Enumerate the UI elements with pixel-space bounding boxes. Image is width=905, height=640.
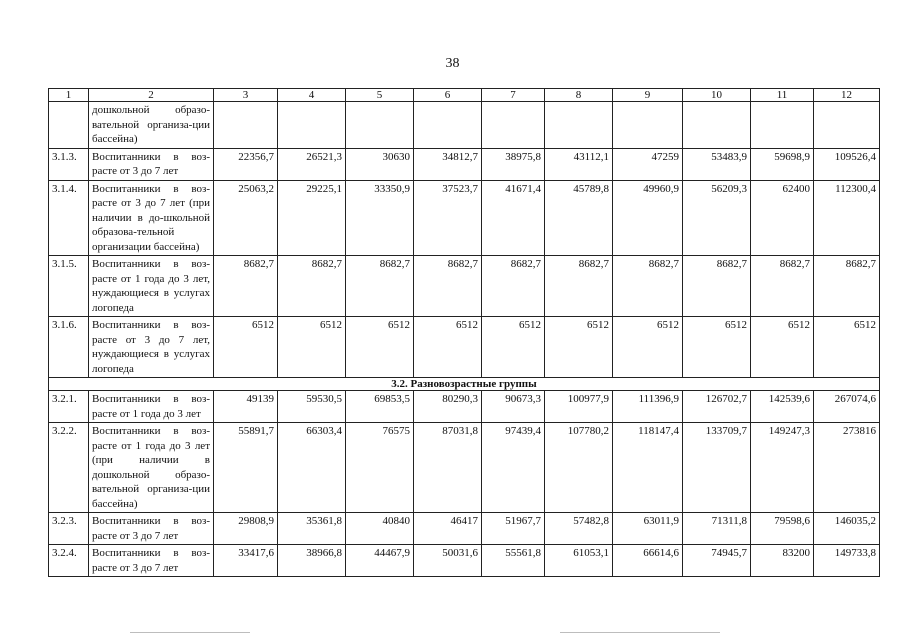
value-cell: 79598,6 [751,513,814,545]
row-code [49,102,89,149]
row-code: 3.1.6. [49,317,89,378]
row-description: Воспитанники в воз-расте от 1 года до 3 лет, нуждающиеся в услугах логопеда [89,256,214,317]
table-row [49,256,880,317]
value-cell: 47259 [613,148,683,180]
value-cell: 59698,9 [751,148,814,180]
value-cell: 6512 [814,317,880,378]
column-header: 3 [214,89,278,102]
value-cell: 53483,9 [683,148,751,180]
value-cell [414,102,482,149]
value-cell: 55891,7 [214,423,278,513]
column-header: 9 [613,89,683,102]
value-cell: 49139 [214,391,278,423]
row-code: 3.2.3. [49,513,89,545]
table-row-continued [49,102,880,149]
row-code: 3.2.1. [49,391,89,423]
value-cell [346,102,414,149]
table-row [49,317,880,378]
value-cell: 8682,7 [414,256,482,317]
value-cell: 6512 [613,317,683,378]
table-body [49,102,880,577]
value-cell [278,102,346,149]
value-cell: 29808,9 [214,513,278,545]
value-cell: 6512 [214,317,278,378]
value-cell: 50031,6 [414,545,482,577]
value-cell: 112300,4 [814,180,880,256]
value-cell: 33350,9 [346,180,414,256]
value-cell: 97439,4 [482,423,545,513]
value-cell: 35361,8 [278,513,346,545]
value-cell [814,102,880,149]
value-cell: 273816 [814,423,880,513]
value-cell: 38975,8 [482,148,545,180]
value-cell [683,102,751,149]
tariff-table [48,88,880,577]
value-cell: 267074,6 [814,391,880,423]
column-header: 6 [414,89,482,102]
row-code: 3.1.5. [49,256,89,317]
value-cell: 30630 [346,148,414,180]
value-cell: 71311,8 [683,513,751,545]
value-cell: 100977,9 [545,391,613,423]
value-cell: 34812,7 [414,148,482,180]
value-cell: 8682,7 [683,256,751,317]
value-cell: 6512 [683,317,751,378]
row-code: 3.2.4. [49,545,89,577]
value-cell: 22356,7 [214,148,278,180]
value-cell: 66614,6 [613,545,683,577]
scan-mark [130,632,250,633]
row-description: Воспитанники в воз-расте от 1 года до 3 лет (при наличии в дошкольной образо-вательной организа-ции бассейна) [89,423,214,513]
value-cell: 146035,2 [814,513,880,545]
value-cell: 149733,8 [814,545,880,577]
column-header: 2 [89,89,214,102]
column-header: 5 [346,89,414,102]
row-description: Воспитанники в воз-расте от 3 до 7 лет [89,545,214,577]
value-cell: 142539,6 [751,391,814,423]
value-cell: 55561,8 [482,545,545,577]
value-cell: 37523,7 [414,180,482,256]
column-header: 11 [751,89,814,102]
table-row [49,423,880,513]
value-cell [751,102,814,149]
column-header: 1 [49,89,89,102]
value-cell: 8682,7 [346,256,414,317]
value-cell: 8682,7 [814,256,880,317]
table-row [49,513,880,545]
value-cell: 83200 [751,545,814,577]
table-row [49,148,880,180]
value-cell: 118147,4 [613,423,683,513]
value-cell: 107780,2 [545,423,613,513]
value-cell [214,102,278,149]
section-title: 3.2. Разновозрастные группы [49,378,880,391]
value-cell: 111396,9 [613,391,683,423]
table-row [49,180,880,256]
row-code: 3.1.4. [49,180,89,256]
value-cell: 38966,8 [278,545,346,577]
column-header: 4 [278,89,346,102]
value-cell: 69853,5 [346,391,414,423]
row-description: дошкольной образо-вательной организа-ции бассейна) [89,102,214,149]
section-row [49,378,880,391]
value-cell: 66303,4 [278,423,346,513]
value-cell: 87031,8 [414,423,482,513]
column-header: 7 [482,89,545,102]
value-cell: 33417,6 [214,545,278,577]
value-cell: 49960,9 [613,180,683,256]
value-cell: 90673,3 [482,391,545,423]
value-cell: 43112,1 [545,148,613,180]
value-cell: 126702,7 [683,391,751,423]
row-description: Воспитанники в воз-расте от 1 года до 3 лет [89,391,214,423]
value-cell: 40840 [346,513,414,545]
row-description: Воспитанники в воз-расте от 3 до 7 лет [89,148,214,180]
value-cell: 45789,8 [545,180,613,256]
row-code: 3.2.2. [49,423,89,513]
value-cell: 41671,4 [482,180,545,256]
header-row [49,89,880,102]
value-cell: 26521,3 [278,148,346,180]
value-cell: 57482,8 [545,513,613,545]
value-cell [482,102,545,149]
value-cell: 61053,1 [545,545,613,577]
value-cell: 8682,7 [545,256,613,317]
value-cell: 56209,3 [683,180,751,256]
value-cell [613,102,683,149]
value-cell: 76575 [346,423,414,513]
scan-mark [560,632,720,633]
value-cell: 62400 [751,180,814,256]
value-cell: 63011,9 [613,513,683,545]
value-cell: 6512 [414,317,482,378]
table-row [49,391,880,423]
value-cell: 29225,1 [278,180,346,256]
value-cell: 8682,7 [613,256,683,317]
value-cell: 44467,9 [346,545,414,577]
value-cell: 8682,7 [482,256,545,317]
row-description: Воспитанники в воз-расте от 3 до 7 лет, нуждающиеся в услугах логопеда [89,317,214,378]
column-header: 8 [545,89,613,102]
value-cell: 51967,7 [482,513,545,545]
value-cell: 6512 [482,317,545,378]
value-cell: 8682,7 [278,256,346,317]
value-cell [545,102,613,149]
value-cell: 6512 [751,317,814,378]
value-cell: 149247,3 [751,423,814,513]
value-cell: 133709,7 [683,423,751,513]
value-cell: 6512 [545,317,613,378]
value-cell: 8682,7 [214,256,278,317]
value-cell: 46417 [414,513,482,545]
column-header: 12 [814,89,880,102]
row-code: 3.1.3. [49,148,89,180]
row-description: Воспитанники в воз-расте от 3 до 7 лет (при наличии в до-школьной образова-тельной организации бассейна) [89,180,214,256]
column-header: 10 [683,89,751,102]
value-cell: 80290,3 [414,391,482,423]
value-cell: 59530,5 [278,391,346,423]
table-row [49,545,880,577]
value-cell: 74945,7 [683,545,751,577]
value-cell: 6512 [346,317,414,378]
row-description: Воспитанники в воз-расте от 3 до 7 лет [89,513,214,545]
value-cell: 25063,2 [214,180,278,256]
value-cell: 109526,4 [814,148,880,180]
page-number: 38 [445,56,460,71]
value-cell: 8682,7 [751,256,814,317]
value-cell: 6512 [278,317,346,378]
